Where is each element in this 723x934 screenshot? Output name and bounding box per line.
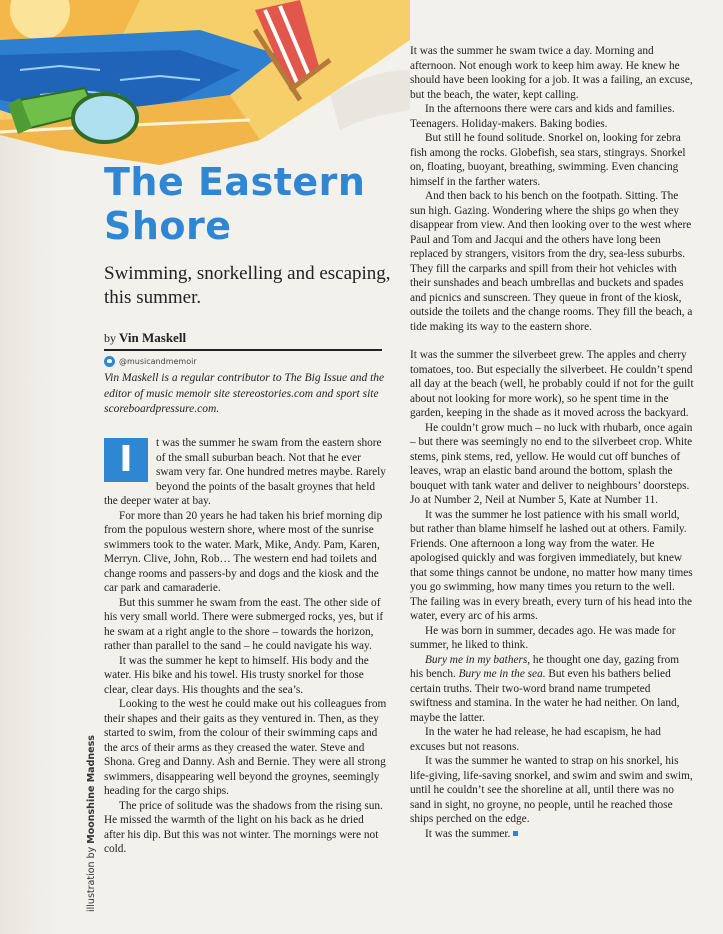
beach-illustration — [0, 0, 410, 170]
twitter-bird-icon — [104, 356, 115, 367]
article-standfirst: Swimming, snorkelling and escaping, this summer. — [104, 263, 391, 308]
credit-prefix: illustration by — [86, 846, 97, 912]
paragraph: It was the summer he lost patience with his small world, but rather than blame himself he lashed out at others. Family. Friends. One afternoon a long way from the water. He apologised quickly and was forgiven immediately, but knew that some things cannot be undone, no matter how many times you go swimming, how many times you return to the well. The failing was in every breath, every turn of his head into the water, every arc of his arms. — [410, 508, 693, 622]
byline-author: Vin Maskell — [119, 330, 187, 345]
paragraph: t was the summer he swam from the eastern shore of the small suburban beach. Not that he ever swam very far. One hundred metres maybe. Rarely beyond the points of the basalt groynes that held the deeper water at bay. — [104, 437, 386, 507]
paragraph: The price of solitude was the shadows from the rising sun. He missed the warmth of the light on his back as he dried after his dip. But this was not winter. The mornings were not cold. — [104, 799, 383, 855]
illustration-credit — [86, 735, 97, 912]
paragraph-text: But even his bathers belied certain truths. Their two-word brand name trumpeted swiftness and stamina. In the water he had neither. On land, maybe the latter. — [410, 668, 680, 724]
social-handle — [104, 356, 384, 367]
paragraph: For more than 20 years he had taken his brief morning dip from the populous western shore, where most of the sunrise swimmers took to the water. Mark, Mike, Andy. Pam, Karen, Merryn. Clive, John, Rob… The western end had toilets and change rooms and passers-by and dogs and the kiosk and the car park and camaraderie. — [104, 509, 383, 594]
paragraph-text: he thought one day, gazing from his bench. — [410, 653, 680, 680]
paragraph: But this summer he swam from the east. The other side of his very small world. There were submerged rocks, yes, but if he swam at a right angle to the shore – towards the horizon, rather than parallel to the sand – he could navigate his way. — [104, 596, 384, 652]
social-handle-text: @musicandmemoir — [119, 357, 197, 366]
paragraph: He couldn’t grow much – no luck with rhubarb, once again – but there was seemingly no end to the silverbeet crop. White stems, pink stems, red, yellow. He would cut off bunches of leaves, wrap an elastic band around the bottom, splash the bouquet with tank water and deliver to neighbours’ doorsteps. Jo at Number 2, Neil at Number 5, Kate at Number 11. — [410, 421, 693, 506]
end-mark-icon — [513, 831, 518, 836]
drop-cap: I — [104, 438, 148, 482]
closing-text: It was the summer. — [425, 827, 511, 840]
article-column-1 — [104, 436, 387, 857]
byline — [104, 330, 382, 351]
paragraph: Looking to the west he could make out his colleagues from their shapes and their gaits as they ventured in. Then, as they started to swim, from the colour of their swimming caps and the arcs of their arms as they creased the water. Steve and Shona. Greg and Danny. Ash and Bernie. They were all strong swimmers, disappearing well beyond the groynes, seemingly heading for the cargo ships. — [104, 698, 387, 797]
article-column-2 — [410, 44, 694, 841]
italic-quote: Bury me in my bathers, — [425, 653, 531, 666]
article-headline: The Eastern Shore — [104, 160, 366, 248]
paragraph: In the water he had release, he had escapism, he had excuses but not reasons. — [410, 726, 661, 753]
paragraph-bury-me — [410, 653, 694, 726]
paragraph: But still he found solitude. Snorkel on, looking for zebra fish among the rocks. Globefish, sea stars, stingrays. Snorkel on, floating, buoyant, breathing, swimming. Even chancing himself in the farther waters. — [410, 132, 686, 188]
italic-quote: Bury me in the sea. — [458, 668, 546, 680]
paragraph: And then back to his bench on the footpath. Sitting. The sun high. Gazing. Wondering where the ships go when they disappear from view. And then looking over to the west where Paul and Tom and Jacqui and the others have long been replaced by strangers, visitors from the dry, sea-less suburbs. They fill the carparks and spill from their hot vehicles with their sunshades and beach umbrellas and buckets and spades and picnics and sunscreen. They queue in front of the kiosk, outside the toilets and the change rooms. They fill the beach, a tide making its way to the eastern shore. — [410, 190, 693, 333]
paragraph: It was the summer he swam twice a day. Morning and afternoon. Not enough work to keep him away. He knew he should have been looking for a job. It was a failing, an excuse, but the beach, the water, kept calling. — [410, 45, 693, 101]
paragraph: In the afternoons there were cars and kids and families. Teenagers. Holiday-makers. Baking bodies. — [410, 103, 675, 130]
byline-prefix: by — [104, 331, 116, 345]
credit-artist: Moonshine Madness — [86, 735, 97, 844]
paragraph: It was the summer the silverbeet grew. The apples and cherry tomatoes, too. But especially the silverbeet. He couldn’t spend all day at the beach (well, he probably could if not for the guilt about not looking for more work), so he spent time in the garden, keeping in the shade as it moved across the backyard. — [410, 349, 694, 419]
paragraph: It was the summer he kept to himself. His body and the water. His bike and his towel. His trusty snorkel for those clear, clear days. His thoughts and the sea’s. — [104, 654, 369, 696]
closing-paragraph — [410, 827, 694, 842]
paragraph: He was born in summer, decades ago. He was made for summer, he liked to think. — [410, 624, 676, 651]
author-bio: Vin Maskell is a regular contributor to The Big Issue and the editor of music memoir site stereostories.com and sport site scoreboardpressure.com. — [104, 372, 385, 415]
paragraph: It was the summer he wanted to strap on his snorkel, his life-giving, life-saving snorkel, and swim and swim and swim, until he couldn’t see the shoreline at all, until there was no sand in sight, no groyne, no people, until he reached those ships perched on the edge. — [410, 755, 693, 825]
